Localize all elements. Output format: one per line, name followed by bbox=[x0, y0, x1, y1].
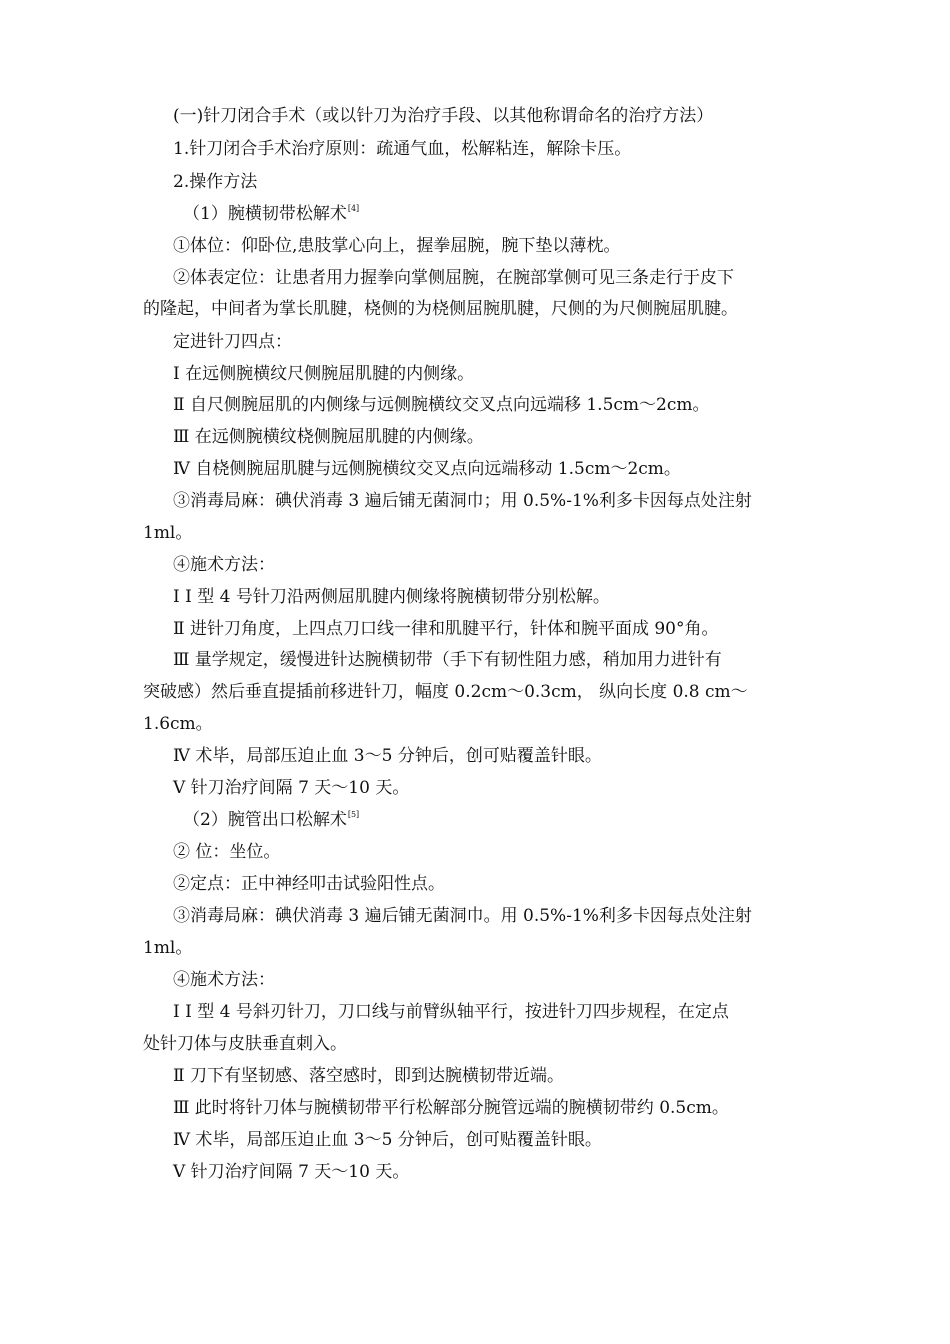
procedure-2-step-1: Ⅰ I 型 4 号斜刃针刀，刀口线与前臂纵轴平行，按进针刀四步规程，在定点 bbox=[173, 1002, 729, 1022]
treatment-principle: 1.针刀闭合手术治疗原则：疏通气血，松解粘连，解除卡压。 bbox=[173, 139, 632, 159]
procedure-1-step-3: Ⅲ 量学规定，缓慢进针达腕横韧带（手下有韧性阻力感，稍加用力进针有 bbox=[173, 650, 722, 670]
anesthesia-1-cont: 1ml。 bbox=[143, 523, 193, 543]
section-title: (一)针刀闭合手术（或以针刀为治疗手段、以其他称谓命名的治疗方法） bbox=[173, 106, 714, 126]
procedure-2-step-1-cont: 处针刀体与皮肤垂直刺入。 bbox=[143, 1034, 347, 1054]
point-3: Ⅲ 在远侧腕横纹桡侧腕屈肌腱的内侧缘。 bbox=[173, 427, 484, 447]
subsection-heading-2 bbox=[183, 808, 855, 832]
body-position-2: ② 位：坐位。 bbox=[173, 842, 281, 862]
procedure-heading-2: ④施术方法： bbox=[173, 970, 275, 990]
four-points-heading: 定进针刀四点： bbox=[173, 332, 292, 352]
procedure-heading-1: ④施术方法： bbox=[173, 555, 275, 575]
subsection-heading-1-text: （1）腕横韧带松解术 bbox=[183, 204, 347, 224]
subsection-heading-2-text: （2）腕管出口松解术 bbox=[183, 810, 347, 830]
procedure-1-step-3-cont: 突破感）然后垂直提插前移进针刀，幅度 0.2cm～0.3cm， 纵向长度 0.8 cm～ bbox=[143, 682, 748, 702]
anesthesia-1: ③消毒局麻：碘伏消毒 3 遍后铺无菌洞巾；用 0.5%-1%利多卡因每点处注射 bbox=[173, 491, 752, 511]
method-heading: 2.操作方法 bbox=[173, 172, 258, 192]
point-1: Ⅰ 在远侧腕横纹尺侧腕屈肌腱的内侧缘。 bbox=[173, 364, 475, 384]
surface-location-cont: 的隆起，中间者为掌长肌腱，桡侧的为桡侧屈腕肌腱，尺侧的为尺侧腕屈肌腱。 bbox=[143, 299, 738, 319]
point-2: Ⅱ 自尺侧腕屈肌的内侧缘与远侧腕横纹交叉点向远端移 1.5cm～2cm。 bbox=[173, 395, 710, 415]
procedure-1-step-4: Ⅳ 术毕，局部压迫止血 3～5 分钟后，创可贴覆盖针眼。 bbox=[173, 746, 602, 766]
citation-ref-4: [4] bbox=[347, 204, 360, 213]
procedure-2-step-3: Ⅲ 此时将针刀体与腕横韧带平行松解部分腕管远端的腕横韧带约 0.5cm。 bbox=[173, 1098, 729, 1118]
anesthesia-2-cont: 1ml。 bbox=[143, 938, 193, 958]
body-position: ①体位：仰卧位,患肢掌心向上，握拳屈腕，腕下垫以薄枕。 bbox=[173, 236, 621, 256]
procedure-1-step-2: Ⅱ 进针刀角度，上四点刀口线一律和肌腱平行，针体和腕平面成 90°角。 bbox=[173, 619, 719, 639]
fixed-point: ②定点：正中神经叩击试验阳性点。 bbox=[173, 874, 445, 894]
subsection-heading-1 bbox=[183, 202, 855, 226]
point-4: Ⅳ 自桡侧腕屈肌腱与远侧腕横纹交叉点向远端移动 1.5cm～2cm。 bbox=[173, 459, 681, 479]
citation-ref-5: [5] bbox=[347, 810, 360, 819]
procedure-2-step-2: Ⅱ 刀下有坚韧感、落空感时，即到达腕横韧带近端。 bbox=[173, 1066, 564, 1086]
anesthesia-2: ③消毒局麻：碘伏消毒 3 遍后铺无菌洞巾。用 0.5%-1%利多卡因每点处注射 bbox=[173, 906, 752, 926]
procedure-1-step-5: Ⅴ 针刀治疗间隔 7 天～10 天。 bbox=[173, 778, 410, 798]
procedure-1-step-3-end: 1.6cm。 bbox=[143, 714, 213, 734]
procedure-2-step-4: Ⅳ 术毕，局部压迫止血 3～5 分钟后，创可贴覆盖针眼。 bbox=[173, 1130, 602, 1150]
surface-location: ②体表定位：让患者用力握拳向掌侧屈腕，在腕部掌侧可见三条走行于皮下 bbox=[173, 268, 734, 288]
procedure-2-step-5: Ⅴ 针刀治疗间隔 7 天～10 天。 bbox=[173, 1162, 410, 1182]
procedure-1-step-1: Ⅰ I 型 4 号针刀沿两侧屈肌腱内侧缘将腕横韧带分别松解。 bbox=[173, 587, 610, 607]
